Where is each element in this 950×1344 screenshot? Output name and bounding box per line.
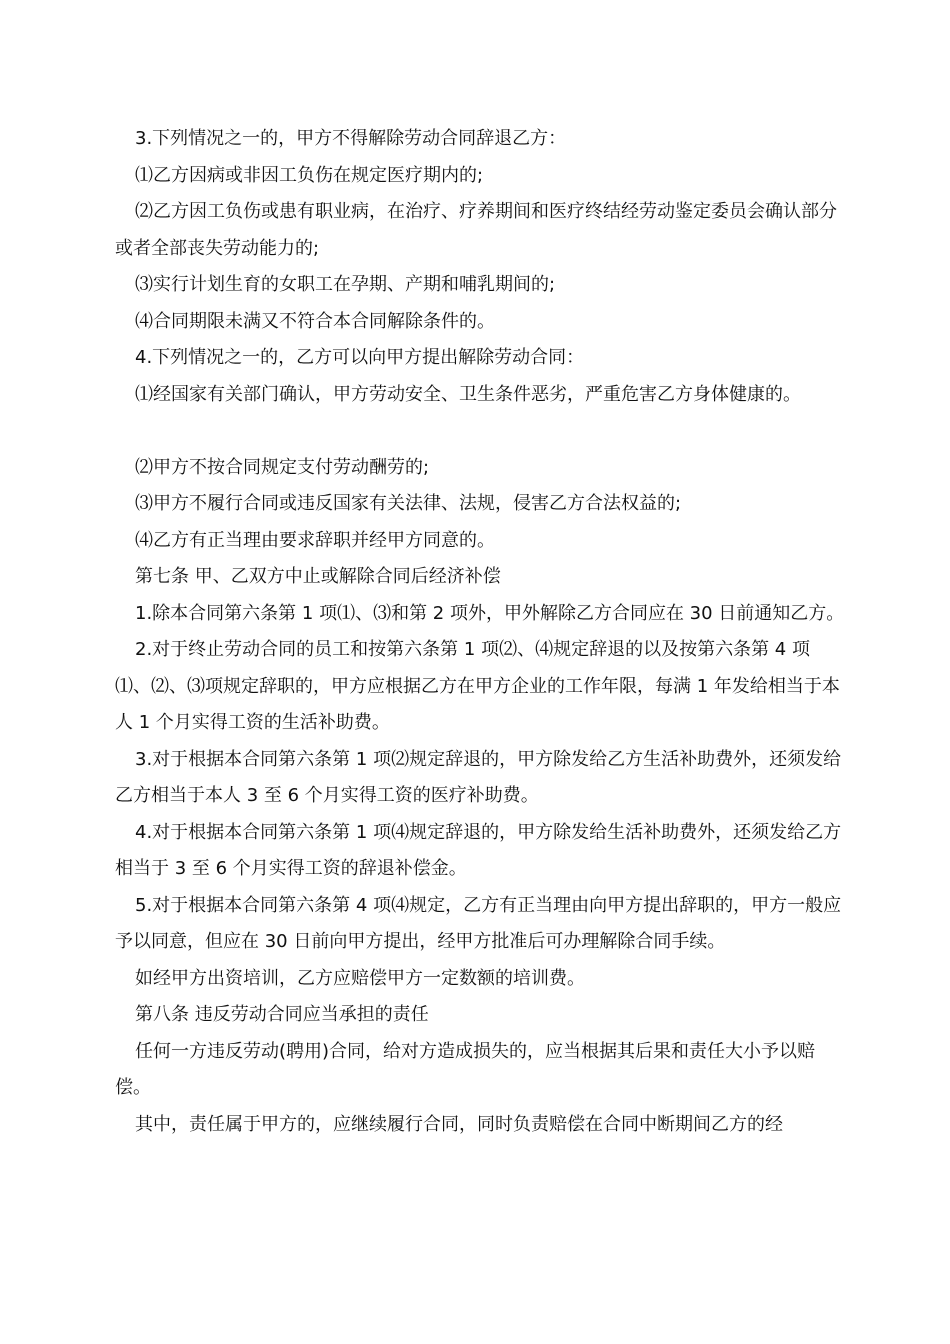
article-7-clause-5: 5.对于根据本合同第六条第 4 项⑷规定，乙方有正当理由向甲方提出辞职的，甲方一般应予以同意，但应在 30 日前向甲方提出，经甲方批准后可办理解除合同手续。 bbox=[115, 894, 842, 952]
document-body bbox=[115, 121, 845, 1143]
paragraph-3-item-2: ⑵乙方因工负伤或患有职业病，在治疗、疗养期间和医疗终结经劳动鉴定委员会确认部分或者全部丧失劳动能力的; bbox=[115, 201, 837, 259]
article-7-clause-4: 4.对于根据本合同第六条第 1 项⑷规定辞退的，甲方除发给生活补助费外，还须发给乙方相当于 3 至 6 个月实得工资的辞退补偿金。 bbox=[115, 821, 842, 879]
paragraph-3-item-3: ⑶实行计划生育的女职工在孕期、产期和哺乳期间的; bbox=[135, 274, 556, 295]
article-7-training-note: 如经甲方出资培训，乙方应赔偿甲方一定数额的培训费。 bbox=[135, 967, 585, 989]
article-7-clause-2: 2.对于终止劳动合同的员工和按第六条第 1 项⑵、⑷规定辞退的以及按第六条第 4 项⑴、⑵、⑶项规定辞职的，甲方应根据乙方在甲方企业的工作年限，每满 1 年发给相当于本人 1 个月实得工资的生活补助费。 bbox=[115, 639, 840, 733]
article-8-paragraph-2: 其中，责任属于甲方的，应继续履行合同，同时负责赔偿在合同中断期间乙方的经 bbox=[135, 1113, 783, 1135]
article-8-heading: 第八条 违反劳动合同应当承担的责任 bbox=[135, 1004, 429, 1025]
article-7-heading: 第七条 甲、乙双方中止或解除合同后经济补偿 bbox=[135, 566, 501, 587]
article-8-paragraph-1: 任何一方违反劳动(聘用)合同，给对方造成损失的，应当根据其后果和责任大小予以赔偿。 bbox=[115, 1040, 816, 1098]
paragraph-4-item-3: ⑶甲方不履行合同或违反国家有关法律、法规，侵害乙方合法权益的; bbox=[135, 493, 682, 514]
article-7-clause-1: 1.除本合同第六条第 1 项⑴、⑶和第 2 项外，甲外解除乙方合同应在 30 日前通知乙方。 bbox=[135, 602, 845, 624]
paragraph-4-item-2: ⑵甲方不按合同规定支付劳动酬劳的; bbox=[135, 456, 430, 478]
paragraph-4-item-4: ⑷乙方有正当理由要求辞职并经甲方同意的。 bbox=[135, 529, 495, 551]
paragraph-4-item-1: ⑴经国家有关部门确认，甲方劳动安全、卫生条件恶劣，严重危害乙方身体健康的。 bbox=[135, 383, 801, 405]
paragraph-3-heading: 3.下列情况之一的，甲方不得解除劳动合同辞退乙方： bbox=[135, 128, 567, 149]
paragraph-3-item-4: ⑷合同期限未满又不符合本合同解除条件的。 bbox=[135, 310, 495, 332]
blank-line bbox=[115, 413, 845, 450]
article-7-clause-3: 3.对于根据本合同第六条第 1 项⑵规定辞退的，甲方除发给乙方生活补助费外，还须发给乙方相当于本人 3 至 6 个月实得工资的医疗补助费。 bbox=[115, 748, 842, 806]
paragraph-4-heading: 4.下列情况之一的，乙方可以向甲方提出解除劳动合同： bbox=[135, 347, 585, 368]
paragraph-3-item-1: ⑴乙方因病或非因工负伤在规定医疗期内的; bbox=[135, 164, 484, 186]
